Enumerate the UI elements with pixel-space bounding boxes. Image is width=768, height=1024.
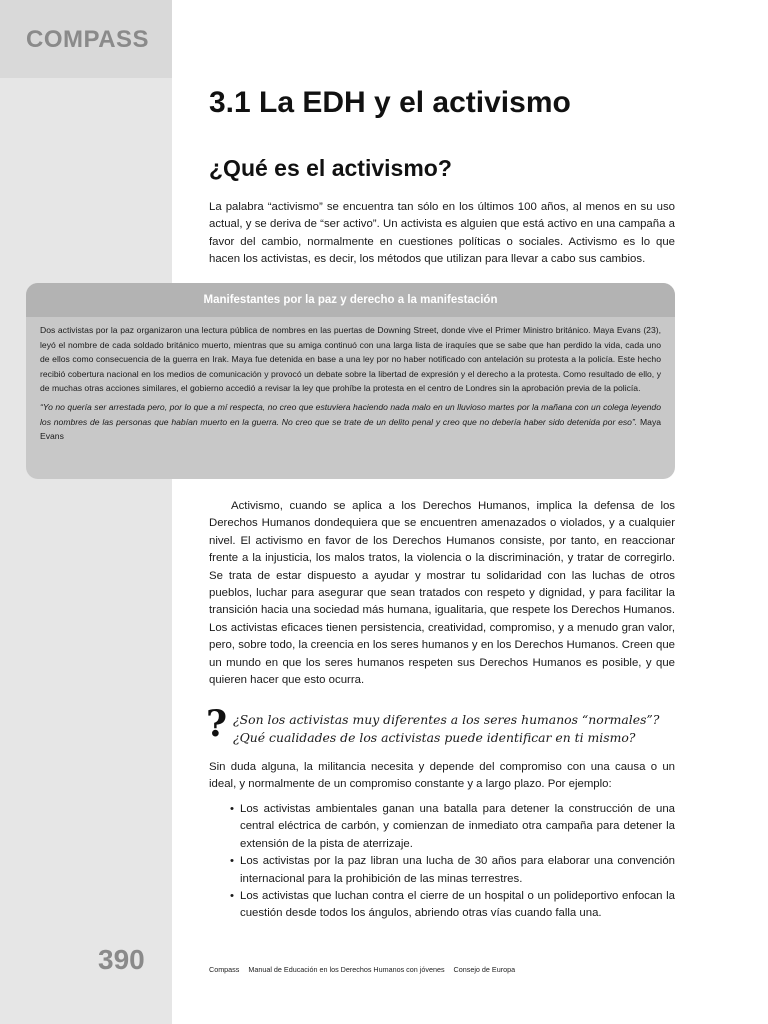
page-sidebar xyxy=(0,0,172,1024)
page-footer xyxy=(209,965,522,974)
reflection-question: ¿Son los activistas muy diferentes a los seres humanos “normales”? ¿Qué cualidades de los activistas puede identificar en ti mismo? xyxy=(233,712,660,745)
section-title: 3.1 La EDH y el activismo xyxy=(209,86,571,119)
page-number: 390 xyxy=(98,944,145,975)
list-item: • Los activistas ambientales ganan una batalla para detener la construcción de una central eléctrica de carbón, y comienzan de inmediato otra campaña para detener la extensión de la pista de aterrizaje. xyxy=(240,801,675,853)
footer-manual: Manual de Educación en los Derechos Humanos con jóvenes xyxy=(248,965,445,974)
intro-paragraph: La palabra “activismo” se encuentra tan sólo en los últimos 100 años, al menos en su uso actual, y se deriva de “ser activo”. Un activista es alguien que está activo en una campaña a favor del cambio, normalmente en cuestiones políticas o sociales. Activismo es lo que hacen los activistas, es decir, los métodos que utilizan para llevar a cabo sus cambios. xyxy=(209,201,675,266)
quote-text: “Yo no quería ser arrestada pero, por lo que a mí respecta, no creo que estuviera haciendo nada malo en un lluvioso martes por la mañana con un colega leyendo los nombres de las personas que habían muerto en la guerra. No creo que se trate de un delito penal y creo que no debería haber sido detenida por eso”. xyxy=(40,401,661,427)
examples-list xyxy=(240,801,675,923)
list-item: • Los activistas por la paz libran una lucha de 30 años para elaborar una convención internacional para la prohibición de las minas terrestres. xyxy=(240,853,675,888)
callout-heading: Manifestantes por la paz y derecho a la manifestación xyxy=(26,283,675,317)
footer-org: Consejo de Europa xyxy=(453,965,516,974)
callout-quote xyxy=(26,396,675,444)
callout-body: Dos activistas por la paz organizaron una lectura pública de nombres en las puertas de Downing Street, donde vive el Primer Ministro británico. Maya Evans (23), leyó el nombre de cada soldado británico muerto, mientras que su amiga continuó con una larga lista de iraquíes que se sabe que han perdido la vida, cada uno de ellos como consecuencia de la guerra en Irak. Maya fue detenida en base a una ley por no haber notificado con antelación su protesta a la policía. Este hecho recibió cobertura nacional en los medios de comunicación y provocó un debate sobre la libertad de expresión y el derecho a la protesta. Como resultado de ello, y de muchas otras acciones similares, el gobierno accedió a revisar la ley que prohíbe la protesta en el centro de Londres sin la aprobación previa de la policía. xyxy=(40,325,661,394)
footer-brand: Compass xyxy=(209,965,240,974)
list-item: • Los activistas que luchan contra el cierre de un hospital o un polideportivo enfocan la cuestión desde todos los ángulos, abriendo otras vías cuando falla una. xyxy=(240,888,675,923)
body-paragraph: Activismo, cuando se aplica a los Derechos Humanos, implica la defensa de los Derechos Humanos dondequiera que se encuentren amenazados o violados, y a cualquier nivel. El activismo en favor de los Derechos Humanos consiste, por tanto, en reaccionar frente a la injusticia, los malos tratos, la violencia o la discriminación, y tratar de corregirlo. Se trata de estar dispuesto a ayudar y mostrar tu solidaridad con las luchas de otros pueblos, luchar para asegurar que sean tratados con respeto y dignidad, y para facilitar la transición hacia una sociedad más humana, igualitaria, que respete los Derechos Humanos. Los activistas eficaces tienen persistencia, creatividad, compromiso, y a menudo gran valor, pero, sobre todo, la creencia en los seres humanos y en los Derechos Humanos. Creen que un mundo en que los seres humanos respeten sus Derechos Humanos es posible, y que quieren hacer que esto ocurra. xyxy=(209,500,675,687)
quote-author: Maya Evans xyxy=(40,416,662,442)
compass-logo: COMPASS xyxy=(26,26,150,53)
examples-intro: Sin duda alguna, la militancia necesita y depende del compromiso con una causa o un ideal, y normalmente de un compromiso constante y a largo plazo. Por ejemplo: xyxy=(209,761,675,791)
section-subtitle: ¿Qué es el activismo? xyxy=(209,155,452,181)
callout-box xyxy=(26,283,675,479)
question-mark-icon: ? xyxy=(206,703,228,745)
